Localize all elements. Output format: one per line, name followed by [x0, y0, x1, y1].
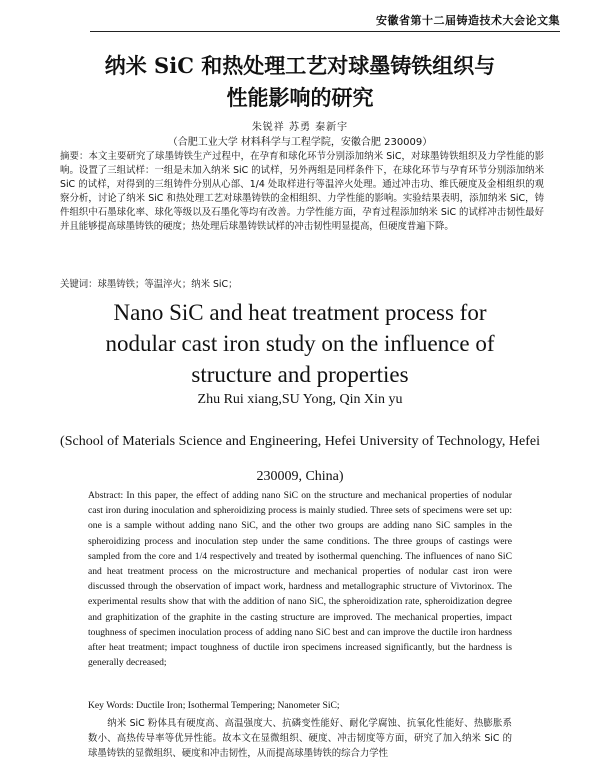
en-title-line-1: Nano SiC and heat treatment process for — [113, 300, 487, 325]
en-authors: Zhu Rui xiang,SU Yong, Qin Xin yu — [197, 392, 403, 407]
cn-keywords: 关键词：球墨铸铁；等温淬火；纳米 SiC； — [60, 279, 238, 290]
cn-title-line-2: 性能影响的研究 — [226, 85, 374, 110]
body-paragraph-text: 纳米 SiC 粉体具有硬度高、高温强度大、抗磷变性能好、耐化学腐蚀、抗氧化性能好、热膨胀系数小、高热传导率等优异性能。故本文在显微组织、硬度、冲击韧度等方面，研究了加入纳米 SiC 的球墨铸铁的显微组织、硬度和冲击韧性，从而提高球墨铸铁的综合力学性 — [88, 718, 512, 759]
en-affiliation: (School of Materials Science and Engineering, Hefei University of Technology, Hefei 230009, China) — [60, 434, 540, 484]
en-keywords: Key Words: Ductile Iron; Isothermal Tempering; Nanometer SiC; — [88, 700, 340, 711]
en-title-line-2: nodular cast iron study on the influence of — [105, 331, 495, 356]
header-rule — [90, 31, 560, 32]
en-title-line-3: structure and properties — [191, 362, 409, 387]
cn-authors: 朱锐祥 苏勇 秦新宇 — [251, 122, 349, 133]
cn-title-line-1: 纳米 SiC 和热处理工艺对球墨铸铁组织与 — [104, 53, 496, 78]
running-header: 安徽省第十二届铸造技术大会论文集 — [376, 14, 560, 27]
cn-abstract: 摘要：本文主要研究了球墨铸铁生产过程中，在孕育和球化环节分别添加纳米 SiC，对球墨铸铁组织及力学性能的影响。设置了三组试样：一组是未加入纳米 SiC 的试样，另外两组是同样条件下，在球化环节与孕育环节分别添加纳米 SiC 的试样，对得到的三组铸件分别从心部、1/4 处取样进行等温淬火处理。通过冲击功、维氏硬度及金相组织的观察分析，讨论了纳米 SiC 和热处理工艺对球墨铸铁的金相组织、力学性能的影响。实验结果表明，添加纳米 SiC，铸件组织中石墨球化率、球化等级以及石墨化等均有改善。力学性能方面，孕育过程添加纳米 SiC 的试样冲击韧性最好并且能够提高球墨铸铁的硬度；热处理后球墨铸铁试样的冲击韧性明显提高，但硬度普遍下降。 — [60, 151, 544, 232]
cn-affiliation: （合肥工业大学 材料科学与工程学院，安徽合肥 230009） — [167, 137, 433, 148]
en-abstract: Abstract: In this paper, the effect of adding nano SiC on the structure and mechanical properties of nodular cast iron during inoculation and spheroidizing process is mainly studied. Three sets of specimens were set up: one is a sample without adding nano SiC, and the other two groups are adding nano SiC samples in the spheroidizing process and inoculation step under the same conditions. The three groups of castings were sampled from the core and 1/4 respectively and treated by isothermal quenching. The influences of nano SiC and heat treatment process on the microstructure and mechanical properties of nodular cast iron were discussed through the observation of impact work, hardness and metallographic structure of Vivtorinox. The experimental results show that with the addition of nano SiC, the spheroidization rate, spheroidization degree and graphitization of the graphite in the casting structure are improved. The mechanical properties, impact toughness of specimen inoculation process of adding nano SiC best and can improve the ductile iron hardness after heat treatment; impact toughness of ductile iron specimens increased significantly, but the hardness is generally decreased; — [88, 490, 512, 669]
body-paragraph — [88, 716, 512, 761]
